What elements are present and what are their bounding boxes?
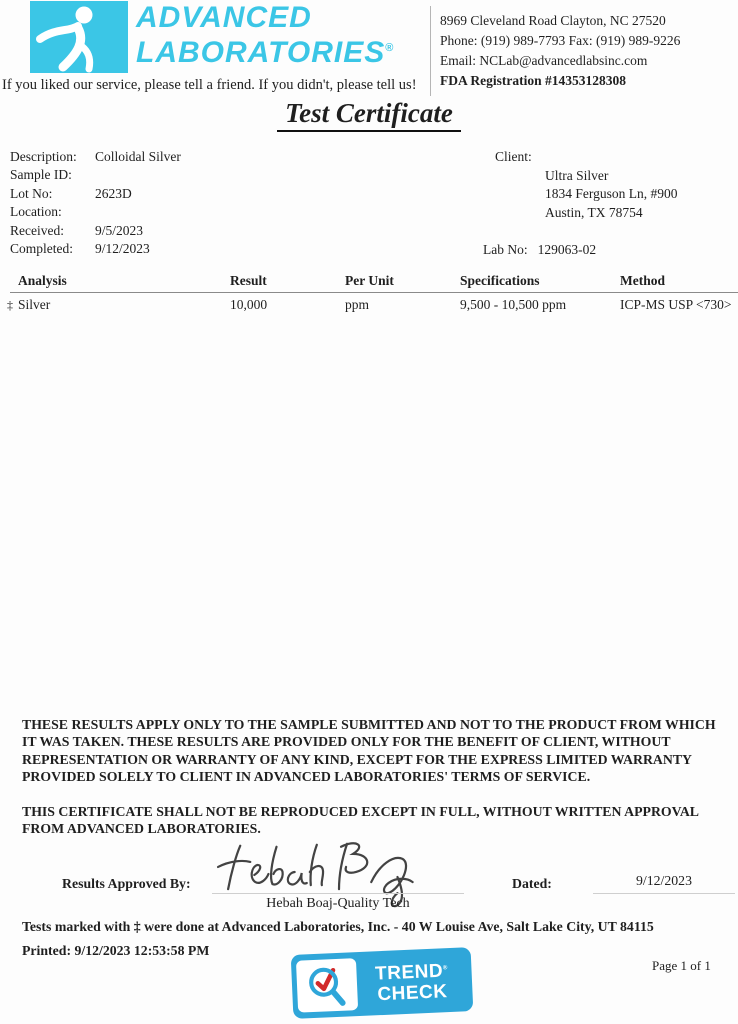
contact-block (440, 11, 680, 91)
advanced-labs-logo (30, 1, 128, 73)
brand-line2: LABORATORIES® (136, 36, 394, 69)
dated-label: Dated: (512, 876, 552, 891)
info-row-description: Description: Colloidal Silver (10, 149, 181, 164)
col-header-specifications: Specifications (460, 273, 540, 288)
table-header-rule (10, 292, 738, 293)
contact-address: 8969 Cleveland Road Clayton, NC 27520 (440, 13, 666, 28)
signature-line (212, 893, 464, 894)
service-tagline: If you liked our service, please tell a friend. If you didn't, please tell us! (2, 77, 417, 93)
trend-check-logo (291, 947, 474, 1019)
info-row-sample-id: Sample ID: (10, 167, 72, 183)
disclaimer-reproduction: THIS CERTIFICATE SHALL NOT BE REPRODUCED EXCEPT IN FULL, WITHOUT WRITTEN APPROVAL FROM ADVANCED LABORATORIES. (22, 804, 699, 837)
disclaimer-results: THESE RESULTS APPLY ONLY TO THE SAMPLE SUBMITTED AND NOT TO THE PRODUCT FROM WHICH IT WAS TAKEN. THESE RESULTS ARE PROVIDED ONLY FOR THE BENEFIT OF CLIENT, WITHOUT REPRESENTATION OR WARRANTY OF ANY KIND, EXCEPT FOR THE EXPRESS LIMITED WARRANTY PROVIDED SOLELY TO CLIENT IN ADVANCED LABORATORIES' TERMS OF SERVICE. (22, 717, 716, 784)
info-row-location: Location: (10, 204, 62, 220)
signer-title: Hebah Boaj-Quality Tech (266, 896, 410, 911)
dated-value: 9/12/2023 (636, 873, 692, 888)
client-name: Ultra Silver (545, 168, 609, 183)
cell-method: ICP-MS USP <730> (620, 297, 732, 312)
cell-analysis: Silver (18, 297, 51, 312)
approved-by-label: Results Approved By: (62, 876, 191, 891)
printed-timestamp: Printed: 9/12/2023 12:53:58 PM (22, 943, 210, 958)
registered-mark: ® (385, 42, 394, 54)
col-header-result: Result (230, 273, 267, 288)
col-header-analysis: Analysis (18, 273, 67, 288)
brand-wordmark (136, 2, 393, 68)
col-header-per-unit: Per Unit (345, 273, 394, 288)
page-title: Test Certificate (277, 98, 461, 132)
lab-no: Lab No: 129063-02 (483, 242, 597, 257)
fda-registration: FDA Registration #14353128308 (440, 73, 626, 88)
sample-info-block (10, 149, 181, 259)
trend-check-text: TREND® CHECK (374, 960, 448, 1005)
contact-phone-fax: Phone: (919) 989-7793 Fax: (919) 989-9226 (440, 33, 681, 48)
client-address1: 1834 Ferguson Ln, #900 (545, 186, 678, 202)
tests-footnote: Tests marked with ‡ were done at Advanced Laboratories, Inc. - 40 W Louise Ave, Salt Lake City, UT 84115 (22, 919, 654, 934)
client-address2: Austin, TX 78754 (545, 204, 643, 220)
info-row-completed: Completed: 9/12/2023 (10, 240, 150, 256)
info-row-received: Received: 9/5/2023 (10, 222, 144, 238)
running-figure-icon (30, 1, 128, 73)
header-divider (430, 6, 431, 96)
title-wrap (0, 98, 738, 132)
page-number: Page 1 of 1 (652, 958, 711, 973)
col-header-method: Method (620, 273, 665, 288)
cell-specifications: 9,500 - 10,500 ppm (460, 297, 567, 312)
info-row-lot-no: Lot No: 2623D (10, 185, 132, 201)
cell-result: 10,000 (230, 297, 268, 312)
magnifier-check-icon (300, 960, 354, 1010)
client-address-block (545, 167, 678, 222)
footnote-marker: ‡ (7, 298, 13, 312)
contact-email: Email: NCLab@advancedlabsinc.com (440, 53, 648, 68)
date-line (593, 893, 735, 894)
brand-line1: ADVANCED (136, 1, 312, 34)
client-label: Client: (495, 149, 532, 164)
cell-per-unit: ppm (345, 297, 370, 312)
